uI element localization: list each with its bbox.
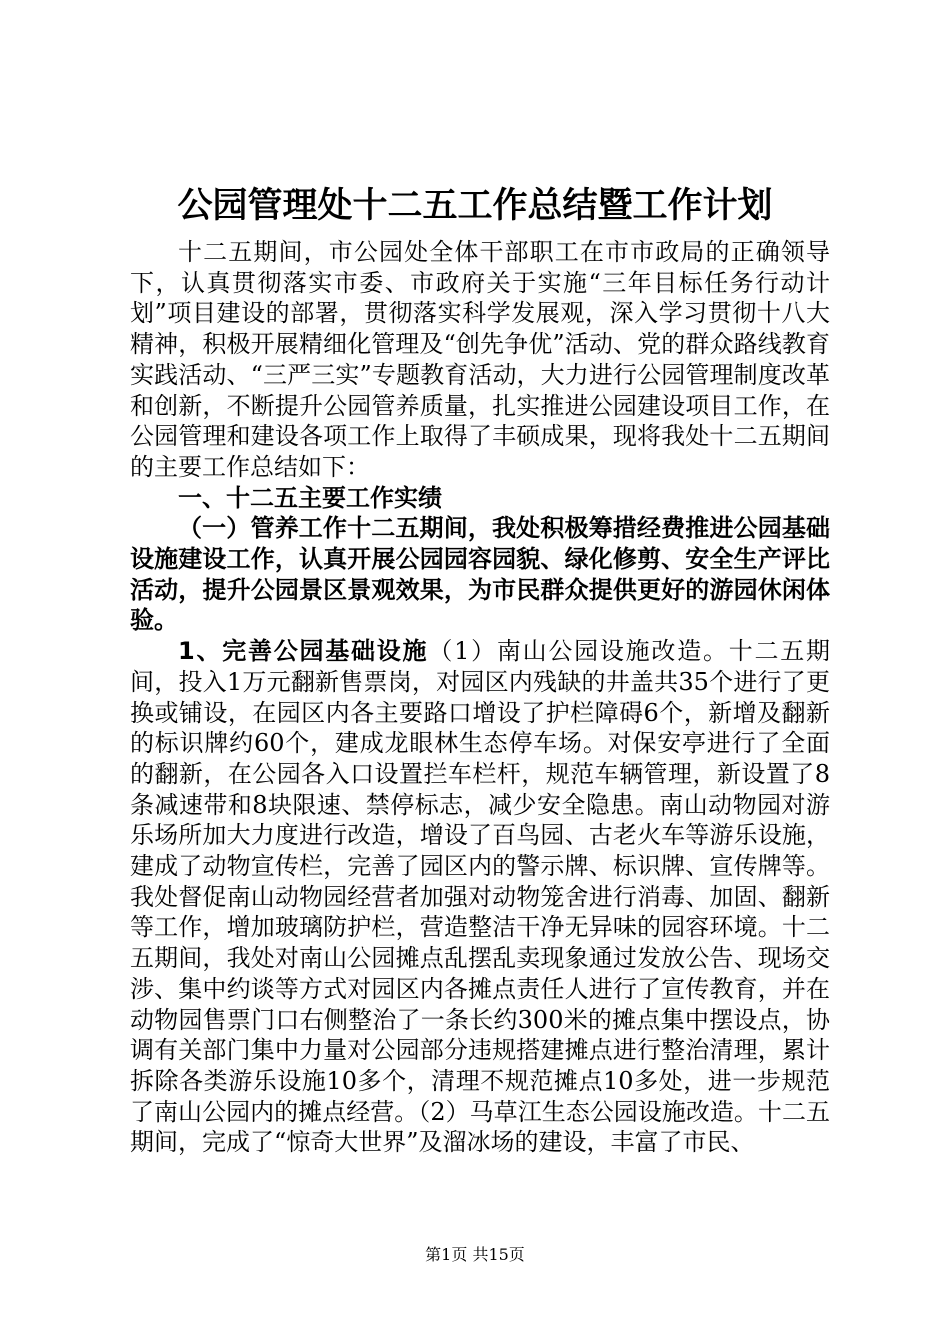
item-lead: 1、完善公园基础设施 — [178, 637, 429, 666]
section-heading: 一、十二五主要工作实绩 — [178, 483, 442, 512]
intro-paragraph: 十二五期间，市公园处全体干部职工在市市政局的正确领导下，认真贯彻落实市委、市政府关于实施“三年目标任务行动计划”项目建设的部署，贯彻落实科学发展观，深入学习贯彻十八大精神，积极开展精细化管理及“创先争优”活动、党的群众路线教育实践活动、“三严三实”专题教育活动，大力进行公园管理制度改革和创新，不断提升公园管养质量，扎实推进公园建设项目工作，在公园管理和建设各项工作上取得了丰硕成果，现将我处十二五期间的主要工作总结如下： — [130, 238, 830, 481]
document-title: 公园管理处十二五工作总结暨工作计划 — [177, 186, 773, 226]
item-body: （1）南山公园设施改造。十二五期间，投入1万元翻新售票岗，对园区内残缺的井盖共35个进行了更换或铺设，在园区内各主要路口增设了护栏障碍6个，新增及翻新的标识牌约60个，建成龙眼林生态停车场。对保安亭进行了全面的翻新，在公园各入口设置拦车栏杆，规范车辆管理，新设置了8条减速带和8块限速、禁停标志，减少安全隐患。南山动物园对游乐场所加大力度进行改造，增设了百鸟园、古老火车等游乐设施，建成了动物宣传栏，完善了园区内的警示牌、标识牌、宣传牌等。我处督促南山动物园经营者加强对动物笼舍进行消毒、加固、翻新等工作，增加玻璃防护栏，营造整洁干净无异味的园容环境。十二五期间，我处对南山公园摊点乱摆乱卖现象通过发放公告、现场交涉、集中约谈等方式对园区内各摊点责任人进行了宣传教育，并在动物园售票门口右侧整治了一条长约300米的摊点集中摆设点，协调有关部门集中力量对公园部分违规搭建摊点进行整治清理，累计拆除各类游乐设施10多个，清理不规范摊点10多处，进一步规范了南山公园内的摊点经营。（2）马草江生态公园设施改造。十二五期间，完成了“惊奇大世界”及溜冰场的建设，丰富了市民、 — [130, 637, 830, 1157]
document-body — [130, 237, 830, 1158]
subsection-paragraph: （一）管养工作十二五期间，我处积极筹措经费推进公园基础设施建设工作，认真开展公园园容园貌、绿化修剪、安全生产评比活动，提升公园景区景观效果，为市民群众提供更好的游园休闲体验。 — [130, 514, 830, 635]
item-paragraph — [130, 636, 830, 1158]
page-footer: 第1页 共15页 — [425, 1245, 525, 1264]
